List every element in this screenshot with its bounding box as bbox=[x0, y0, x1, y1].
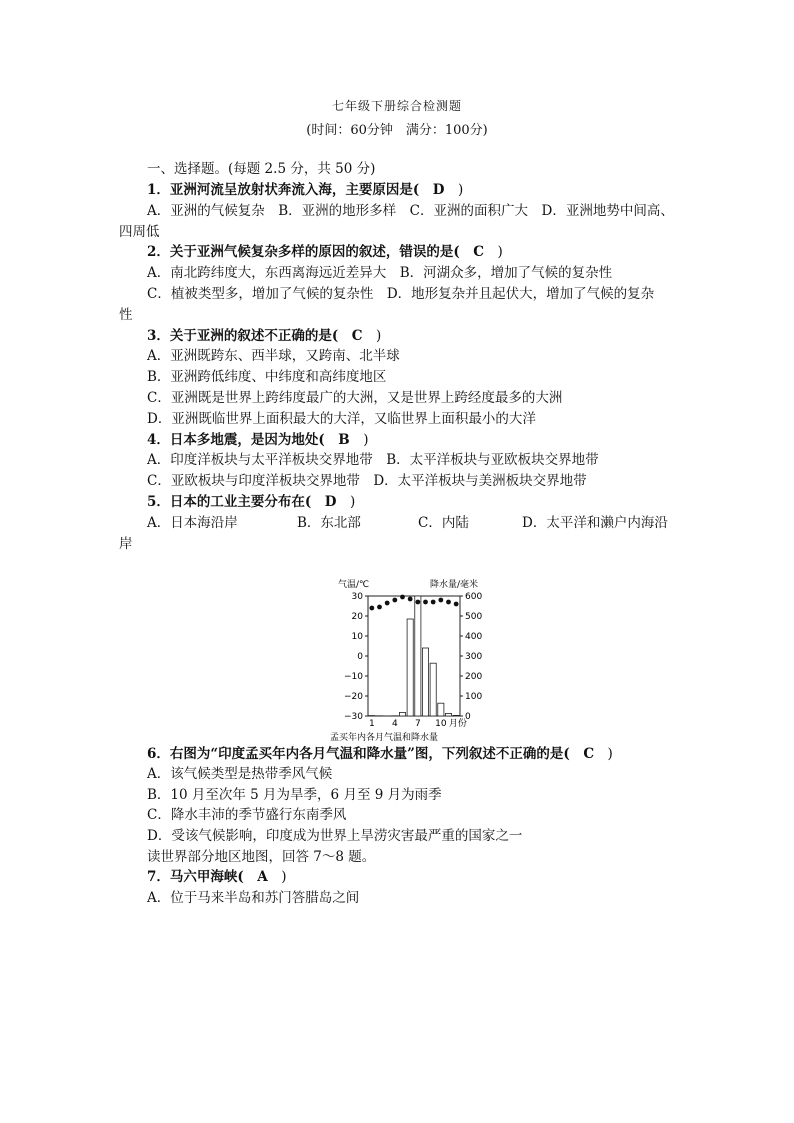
option-c: C．亚洲既是世界上跨纬度最广的大洲，又是世界上跨经度最多的大洲 bbox=[147, 390, 563, 406]
option-d: D．亚洲既临世界上面积最大的大洋，又临世界上面积最小的大洋 bbox=[147, 411, 536, 427]
answer-letter: C bbox=[473, 244, 485, 260]
option-a: A．位于马来半岛和苏门答腊岛之间 bbox=[147, 890, 360, 906]
chart-caption: 孟买年内各月气温和降水量 bbox=[330, 733, 439, 743]
answer-letter: C bbox=[351, 328, 363, 344]
option-c: C．内陆 bbox=[418, 515, 469, 531]
temperature-point bbox=[454, 602, 459, 607]
left-tick-label: 30 bbox=[351, 592, 363, 602]
climate-chart bbox=[330, 574, 500, 744]
answer-letter: D bbox=[324, 494, 337, 510]
x-tick-label: 1 bbox=[368, 719, 375, 729]
left-tick-label: −20 bbox=[344, 692, 363, 702]
precipitation-bar bbox=[399, 712, 405, 716]
temperature-points bbox=[369, 595, 458, 611]
question-6: 6．右图为“印度孟买年内各月气温和降水量”图，下列叙述不正确的是( C ) bbox=[147, 746, 613, 762]
temperature-point bbox=[369, 606, 374, 611]
precipitation-bar bbox=[415, 596, 421, 716]
plot-frame bbox=[368, 596, 460, 716]
question-stem: 4．日本多地震，是因为地处( bbox=[147, 432, 325, 448]
option-b: B．东北部 bbox=[297, 515, 361, 531]
question-3: 3．关于亚洲的叙述不正确的是( C ) bbox=[147, 328, 382, 344]
left-tick-label: 10 bbox=[351, 632, 363, 642]
option-d: D．受该气候影响，印度成为世界上旱涝灾害最严重的国家之一 bbox=[147, 828, 523, 844]
right-tick-label: 400 bbox=[465, 632, 483, 642]
page-subtitle: (时间：60分钟 满分：100分) bbox=[306, 123, 488, 138]
question-stem: 2．关于亚洲气候复杂多样的原因的叙述，错误的是( bbox=[147, 244, 460, 260]
precipitation-bar bbox=[445, 713, 451, 716]
answer-letter: A bbox=[257, 869, 268, 885]
question-stem: 1．亚洲河流呈放射状奔流入海，主要原因是( bbox=[147, 182, 420, 198]
options-line: A．南北跨纬度大，东西离海远近差异大 B．河湖众多，增加了气候的复杂性 bbox=[147, 265, 613, 281]
option-d: D．太平洋和濑户内海沿 bbox=[522, 515, 668, 531]
right-tick-label: 0 bbox=[465, 712, 471, 722]
right-tick-label: 600 bbox=[465, 592, 483, 602]
question-7: 7．马六甲海峡( A ) bbox=[147, 869, 287, 885]
left-axis-label: 气温/℃ bbox=[338, 580, 370, 590]
right-axis-label: 降水量/毫米 bbox=[430, 580, 479, 590]
precipitation-bar bbox=[407, 619, 413, 716]
section-heading: 一、选择题。(每题 2.5 分，共 50 分) bbox=[147, 161, 376, 177]
answer-letter: B bbox=[338, 432, 350, 448]
temperature-point bbox=[438, 598, 443, 603]
temperature-point bbox=[446, 600, 451, 605]
temperature-point bbox=[431, 600, 436, 605]
temperature-point bbox=[415, 600, 420, 605]
question-5: 5．日本的工业主要分布在( D ) bbox=[147, 494, 356, 510]
chart-axes bbox=[365, 596, 463, 716]
temperature-point bbox=[385, 601, 390, 606]
precipitation-bar bbox=[430, 663, 436, 716]
precipitation-bar bbox=[453, 715, 459, 716]
question-stem: 5．日本的工业主要分布在( bbox=[147, 494, 312, 510]
answer-letter: C bbox=[583, 746, 595, 762]
options-line: 性 bbox=[119, 307, 133, 323]
x-tick-label: 7 bbox=[414, 719, 421, 729]
option-b: B．10 月至次年 5 月为旱季，6 月至 9 月为雨季 bbox=[147, 787, 442, 803]
options-line: C．亚欧板块与印度洋板块交界地带 D．太平洋板块与美洲板块交界地带 bbox=[147, 473, 587, 489]
right-tick-label: 100 bbox=[465, 692, 483, 702]
page-title: 七年级下册综合检测题 bbox=[331, 99, 462, 113]
precipitation-bars bbox=[369, 596, 459, 716]
question-1: 1．亚洲河流呈放射状奔流入海，主要原因是( D ) bbox=[147, 182, 464, 198]
right-tick-label: 300 bbox=[465, 652, 483, 662]
option-c: C．降水丰沛的季节盛行东南季风 bbox=[147, 807, 347, 823]
option-a: A．日本海沿岸 bbox=[147, 515, 238, 531]
precipitation-bar bbox=[422, 648, 428, 716]
answer-letter: D bbox=[432, 182, 445, 198]
options-line: 四周低 bbox=[119, 224, 160, 240]
x-tick-label: 4 bbox=[391, 719, 398, 729]
question-stem: 7．马六甲海峡( bbox=[147, 869, 244, 885]
reading-instruction: 读世界部分地区地图，回答 7～8 题。 bbox=[147, 849, 376, 865]
temperature-point bbox=[392, 598, 397, 603]
temperature-point bbox=[408, 597, 413, 602]
option-a: A．亚洲既跨东、西半球，又跨南、北半球 bbox=[147, 348, 400, 364]
options-line: C．植被类型多，增加了气候的复杂性 D．地形复杂并且起伏大，增加了气候的复杂 bbox=[147, 286, 655, 302]
x-tick-label: 10 bbox=[435, 719, 447, 729]
question-4: 4．日本多地震，是因为地处( B ) bbox=[147, 432, 369, 448]
options-line: A．亚洲的气候复杂 B．亚洲的地形多样 C．亚洲的面积广大 D．亚洲地势中间高、 bbox=[147, 203, 674, 219]
left-tick-label: 0 bbox=[357, 652, 363, 662]
question-stem: 3．关于亚洲的叙述不正确的是( bbox=[147, 328, 339, 344]
options-line: A．印度洋板块与太平洋板块交界地带 B．太平洋板块与亚欧板块交界地带 bbox=[147, 452, 599, 468]
left-tick-label: −30 bbox=[344, 712, 363, 722]
temperature-point bbox=[377, 605, 382, 610]
question-2: 2．关于亚洲气候复杂多样的原因的叙述，错误的是( C ) bbox=[147, 244, 503, 260]
question-stem: 6．右图为“印度孟买年内各月气温和降水量”图，下列叙述不正确的是( bbox=[147, 746, 570, 762]
option-a: A．该气候类型是热带季风气候 bbox=[147, 766, 333, 782]
right-tick-label: 500 bbox=[465, 612, 483, 622]
left-tick-label: −10 bbox=[344, 672, 363, 682]
temperature-point bbox=[423, 600, 428, 605]
right-tick-label: 200 bbox=[465, 672, 483, 682]
precipitation-bar bbox=[438, 703, 444, 716]
option-b: B．亚洲跨低纬度、中纬度和高纬度地区 bbox=[147, 369, 387, 385]
temperature-point bbox=[400, 595, 405, 600]
left-tick-label: 20 bbox=[351, 612, 363, 622]
options-line: 岸 bbox=[119, 536, 133, 552]
x-axis-label: 月份 bbox=[448, 719, 467, 729]
